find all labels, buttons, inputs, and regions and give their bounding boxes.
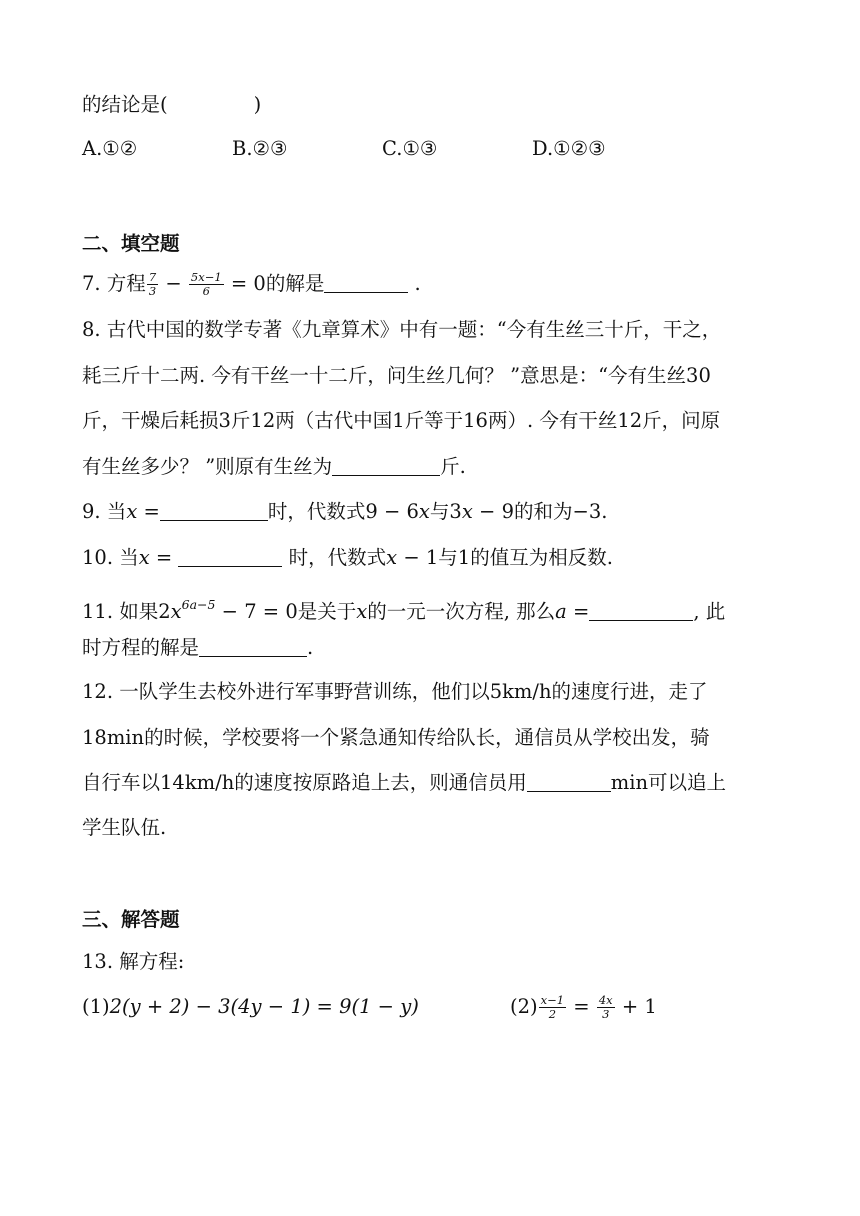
- question-10: [82, 545, 613, 571]
- frac-den: 3: [602, 1007, 610, 1021]
- frac-num: x−1: [540, 993, 565, 1007]
- q7-minus: −: [159, 272, 188, 295]
- q9-answer-blank[interactable]: [160, 500, 268, 521]
- option-label: A.: [82, 137, 103, 160]
- frac-den: 2: [548, 1007, 557, 1021]
- q7-fraction-2: [189, 271, 224, 298]
- q13-part-1-equation: 2(y + 2) − 3(4y − 1) = 9(1 − y): [109, 995, 419, 1018]
- q7-prefix: 7. 方程: [82, 272, 146, 295]
- question-9: [82, 499, 607, 525]
- q9-var-x2: x: [461, 500, 473, 523]
- option-value: ②③: [252, 137, 288, 160]
- q12-line-3: [82, 770, 726, 796]
- q6-option-a[interactable]: [82, 137, 137, 160]
- q6-tail-close: ): [253, 93, 262, 116]
- q12-line-4: 学生队伍.: [82, 816, 167, 839]
- q13-part-2-fraction-2: [597, 994, 615, 1021]
- q13-part-1: [82, 994, 419, 1020]
- q13-part-1-label: (1): [82, 995, 110, 1018]
- q9-text-g: − 9的和为−3.: [472, 500, 608, 523]
- option-value: ①②: [102, 137, 138, 160]
- q11-var-a: a =: [555, 600, 590, 623]
- option-label: C.: [382, 137, 403, 160]
- q10-var: x =: [138, 546, 179, 569]
- q13-part-2-label: (2): [510, 995, 538, 1018]
- option-value: ①②③: [553, 137, 606, 160]
- section-heading-fill-blank: 二、填空题: [82, 232, 180, 255]
- q13-part-2-tail: + 1: [615, 995, 657, 1018]
- q6-tail-line: [82, 92, 261, 118]
- q12-answer-blank[interactable]: [527, 771, 611, 792]
- frac-den: 6: [202, 284, 210, 298]
- q11-var-x2: x: [356, 600, 368, 623]
- q11-text-c: − 7 = 0是关于: [215, 600, 357, 623]
- q11-text-g: , 此: [693, 600, 726, 623]
- q9-text-e: 与3: [429, 500, 462, 523]
- q11-exponent: 6a−5: [181, 597, 216, 612]
- q11-line-2-text: 时方程的解是: [82, 636, 200, 659]
- q13-part-2: [510, 994, 657, 1021]
- q11-text-e: 的一元一次方程, 那么: [367, 600, 556, 623]
- question-7: [82, 271, 421, 298]
- q8-line-4-text: 有生丝多少？ ”则原有生丝为: [82, 455, 333, 478]
- q11-line-2: [82, 635, 313, 661]
- q7-suffix: 的解是: [265, 272, 325, 295]
- option-label: D.: [532, 137, 554, 160]
- q7-answer-blank[interactable]: [324, 272, 408, 293]
- frac-num: 4x: [598, 993, 613, 1007]
- q7-equals: = 0: [224, 272, 266, 295]
- q7-fraction-1: [147, 271, 158, 298]
- frac-num: 7: [148, 270, 157, 284]
- q9-text-a: 9. 当: [82, 500, 127, 523]
- q6-tail-text: 的结论是(: [82, 93, 168, 116]
- q13-title: 13. 解方程:: [82, 950, 185, 973]
- q8-line-4: [82, 454, 466, 480]
- q9-var-x: x: [418, 500, 430, 523]
- q12-line-3-tail: min可以追上: [610, 771, 727, 794]
- q11-line-2-end: .: [307, 636, 314, 659]
- q10-var-x: x: [386, 546, 398, 569]
- q11-var-x: x: [170, 600, 182, 623]
- q8-line-2: 耗三斤十二两. 今有干丝一十二斤，问生丝几何？ ”意思是：“今有生丝30: [82, 364, 711, 387]
- q10-text-c: 时，代数式: [282, 546, 387, 569]
- q12-line-1: 12. 一队学生去校外进行军事野营训练，他们以5km/h的速度行进，走了: [82, 680, 708, 703]
- frac-den: 3: [148, 284, 157, 298]
- q10-text-e: − 1与1的值互为相反数.: [397, 546, 613, 569]
- q9-var: x =: [126, 500, 160, 523]
- q12-line-2: 18min的时候，学校要将一个紧急通知传给队长，通信员从学校出发，骑: [82, 726, 710, 749]
- q8-line-4-unit: 斤.: [440, 455, 466, 478]
- q10-answer-blank[interactable]: [178, 546, 282, 567]
- option-value: ①③: [402, 137, 438, 160]
- q6-option-c[interactable]: [382, 137, 437, 160]
- q11-answer-blank-a[interactable]: [589, 600, 693, 621]
- q9-text-c: 时，代数式9 − 6: [267, 500, 419, 523]
- q11-answer-blank-solution[interactable]: [199, 636, 307, 657]
- q8-line-3: 斤，干燥后耗损3斤12两（古代中国1斤等于16两）. 今有干丝12斤，问原: [82, 409, 721, 432]
- q8-answer-blank[interactable]: [332, 455, 440, 476]
- q11-line-1: [82, 592, 725, 625]
- q6-option-d[interactable]: [532, 137, 606, 160]
- q8-line-1: 8. 古代中国的数学专著《九章算术》中有一题：“今有生丝三十斤，干之，: [82, 318, 722, 341]
- q7-end: .: [408, 272, 421, 295]
- q10-text-a: 10. 当: [82, 546, 139, 569]
- q13-part-2-equals: =: [567, 995, 596, 1018]
- option-label: B.: [232, 137, 253, 160]
- q12-line-3-text: 自行车以14km/h的速度按原路追上去，则通信员用: [82, 771, 527, 794]
- q11-text-a: 11. 如果2: [82, 600, 171, 623]
- q6-option-b[interactable]: [232, 137, 288, 160]
- frac-num: 5x−1: [190, 270, 222, 284]
- q13-part-2-fraction-1: [539, 994, 566, 1021]
- section-heading-solve: 三、解答题: [82, 908, 180, 931]
